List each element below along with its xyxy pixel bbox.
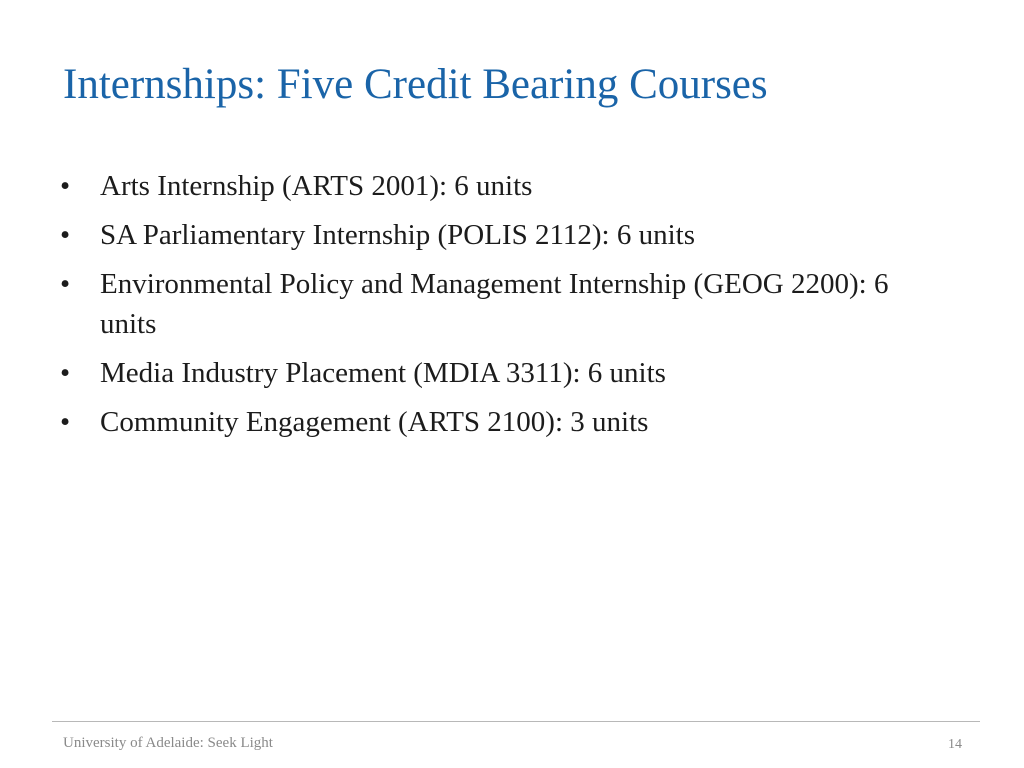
bullet-icon: •	[60, 406, 71, 438]
list-item	[60, 353, 940, 393]
list-item	[60, 215, 940, 255]
bullet-icon: •	[60, 268, 71, 300]
list-item	[60, 166, 940, 206]
list-item	[60, 402, 940, 442]
list-item	[60, 264, 940, 344]
slide-title: Internships: Five Credit Bearing Courses	[63, 61, 768, 108]
footer-text: University of Adelaide: Seek Light	[63, 735, 273, 751]
list-item-label: Environmental Policy and Management Internship (GEOG 2200): 6 units	[100, 268, 889, 340]
bullet-icon: •	[60, 170, 71, 202]
list-item-label: Media Industry Placement (MDIA 3311): 6 units	[100, 357, 666, 389]
bullet-list	[60, 166, 940, 451]
list-item-label: Arts Internship (ARTS 2001): 6 units	[100, 170, 533, 202]
bullet-icon: •	[60, 357, 71, 389]
bullet-icon: •	[60, 219, 71, 251]
footer-divider	[52, 721, 980, 722]
page-number: 14	[948, 737, 962, 752]
list-item-label: Community Engagement (ARTS 2100): 3 units	[100, 406, 649, 438]
list-item-label: SA Parliamentary Internship (POLIS 2112): 6 units	[100, 219, 695, 251]
